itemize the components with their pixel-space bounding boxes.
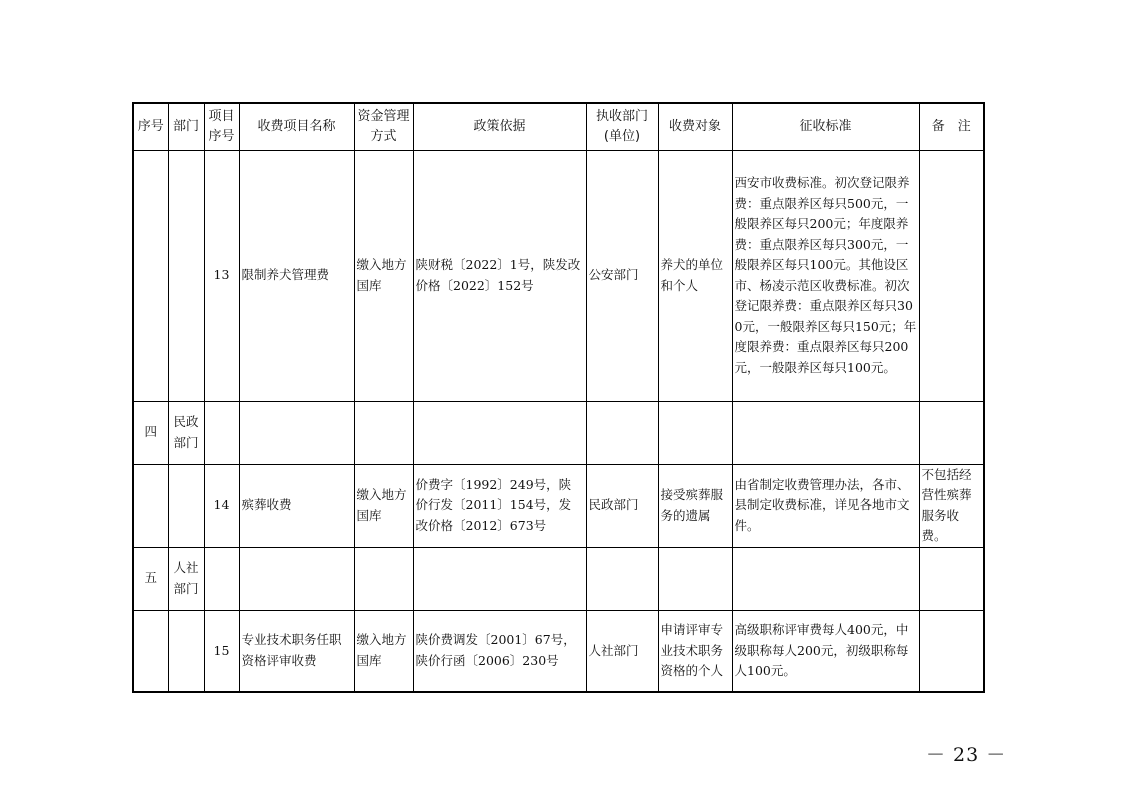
page-number: － 23 － xyxy=(926,744,1007,766)
header-dept: 部门 xyxy=(168,103,204,150)
row-dept-cell xyxy=(168,464,204,547)
table-header-row xyxy=(133,103,984,150)
fund-management: 缴入地方国库 xyxy=(354,150,413,401)
note: 不包括经营性殡葬服务收费。 xyxy=(919,464,984,547)
policy-basis: 陕价费调发〔2001〕67号，陕价行函〔2006〕230号 xyxy=(413,610,586,692)
header-standard: 征收标准 xyxy=(732,103,919,150)
header-policy: 政策依据 xyxy=(413,103,586,150)
item-number: 14 xyxy=(204,464,239,547)
collector: 人社部门 xyxy=(586,610,658,692)
item-number: 13 xyxy=(204,150,239,401)
row-dept-cell xyxy=(168,610,204,692)
collector: 公安部门 xyxy=(586,150,658,401)
fee-standard: 高级职称评审费每人400元，中级职称每人200元，初级职称每人100元。 xyxy=(732,610,919,692)
row-seq-cell xyxy=(133,464,168,547)
row-seq-cell xyxy=(133,150,168,401)
header-note: 备 注 xyxy=(919,103,984,150)
header-target: 收费对象 xyxy=(658,103,732,150)
row-seq-cell xyxy=(133,610,168,692)
fee-name: 限制养犬管理费 xyxy=(239,150,354,401)
fee-name: 殡葬收费 xyxy=(239,464,354,547)
section-row xyxy=(133,547,984,610)
section-seq: 五 xyxy=(133,547,168,610)
section-row xyxy=(133,401,984,464)
section-seq: 四 xyxy=(133,401,168,464)
table-row xyxy=(133,464,984,547)
table-row xyxy=(133,610,984,692)
header-item-no: 项目 序号 xyxy=(204,103,239,150)
collector: 民政部门 xyxy=(586,464,658,547)
item-number: 15 xyxy=(204,610,239,692)
row-dept-cell xyxy=(168,150,204,401)
header-fee-name: 收费项目名称 xyxy=(239,103,354,150)
fee-target: 养犬的单位和个人 xyxy=(658,150,732,401)
policy-basis: 价费字〔1992〕249号，陕价行发〔2011〕154号，发改价格〔2012〕673号 xyxy=(413,464,586,547)
header-collector: 执收部门 (单位) xyxy=(586,103,658,150)
table-row xyxy=(133,150,984,401)
fee-target: 接受殡葬服务的遗属 xyxy=(658,464,732,547)
fee-name: 专业技术职务任职资格评审收费 xyxy=(239,610,354,692)
note xyxy=(919,150,984,401)
fund-management: 缴入地方国库 xyxy=(354,610,413,692)
note xyxy=(919,610,984,692)
fee-table xyxy=(132,102,985,693)
header-seq: 序号 xyxy=(133,103,168,150)
fee-standard: 西安市收费标准。初次登记限养费：重点限养区每只500元，一般限养区每只200元；年度限养费：重点限养区每只300元，一般限养区每只100元。其他设区市、杨凌示范区收费标准。初次登记限养费：重点限养区每只300元，一般限养区每只150元；年度限养费：重点限养区每只200元，一般限养区每只100元。 xyxy=(732,150,919,401)
fund-management: 缴入地方国库 xyxy=(354,464,413,547)
header-fund-mgmt: 资金管理 方式 xyxy=(354,103,413,150)
fee-standard: 由省制定收费管理办法，各市、县制定收费标准，详见各地市文件。 xyxy=(732,464,919,547)
section-dept: 人社部门 xyxy=(168,547,204,610)
fee-target: 申请评审专业技术职务资格的个人 xyxy=(658,610,732,692)
policy-basis: 陕财税〔2022〕1号，陕发改价格〔2022〕152号 xyxy=(413,150,586,401)
section-dept: 民政部门 xyxy=(168,401,204,464)
